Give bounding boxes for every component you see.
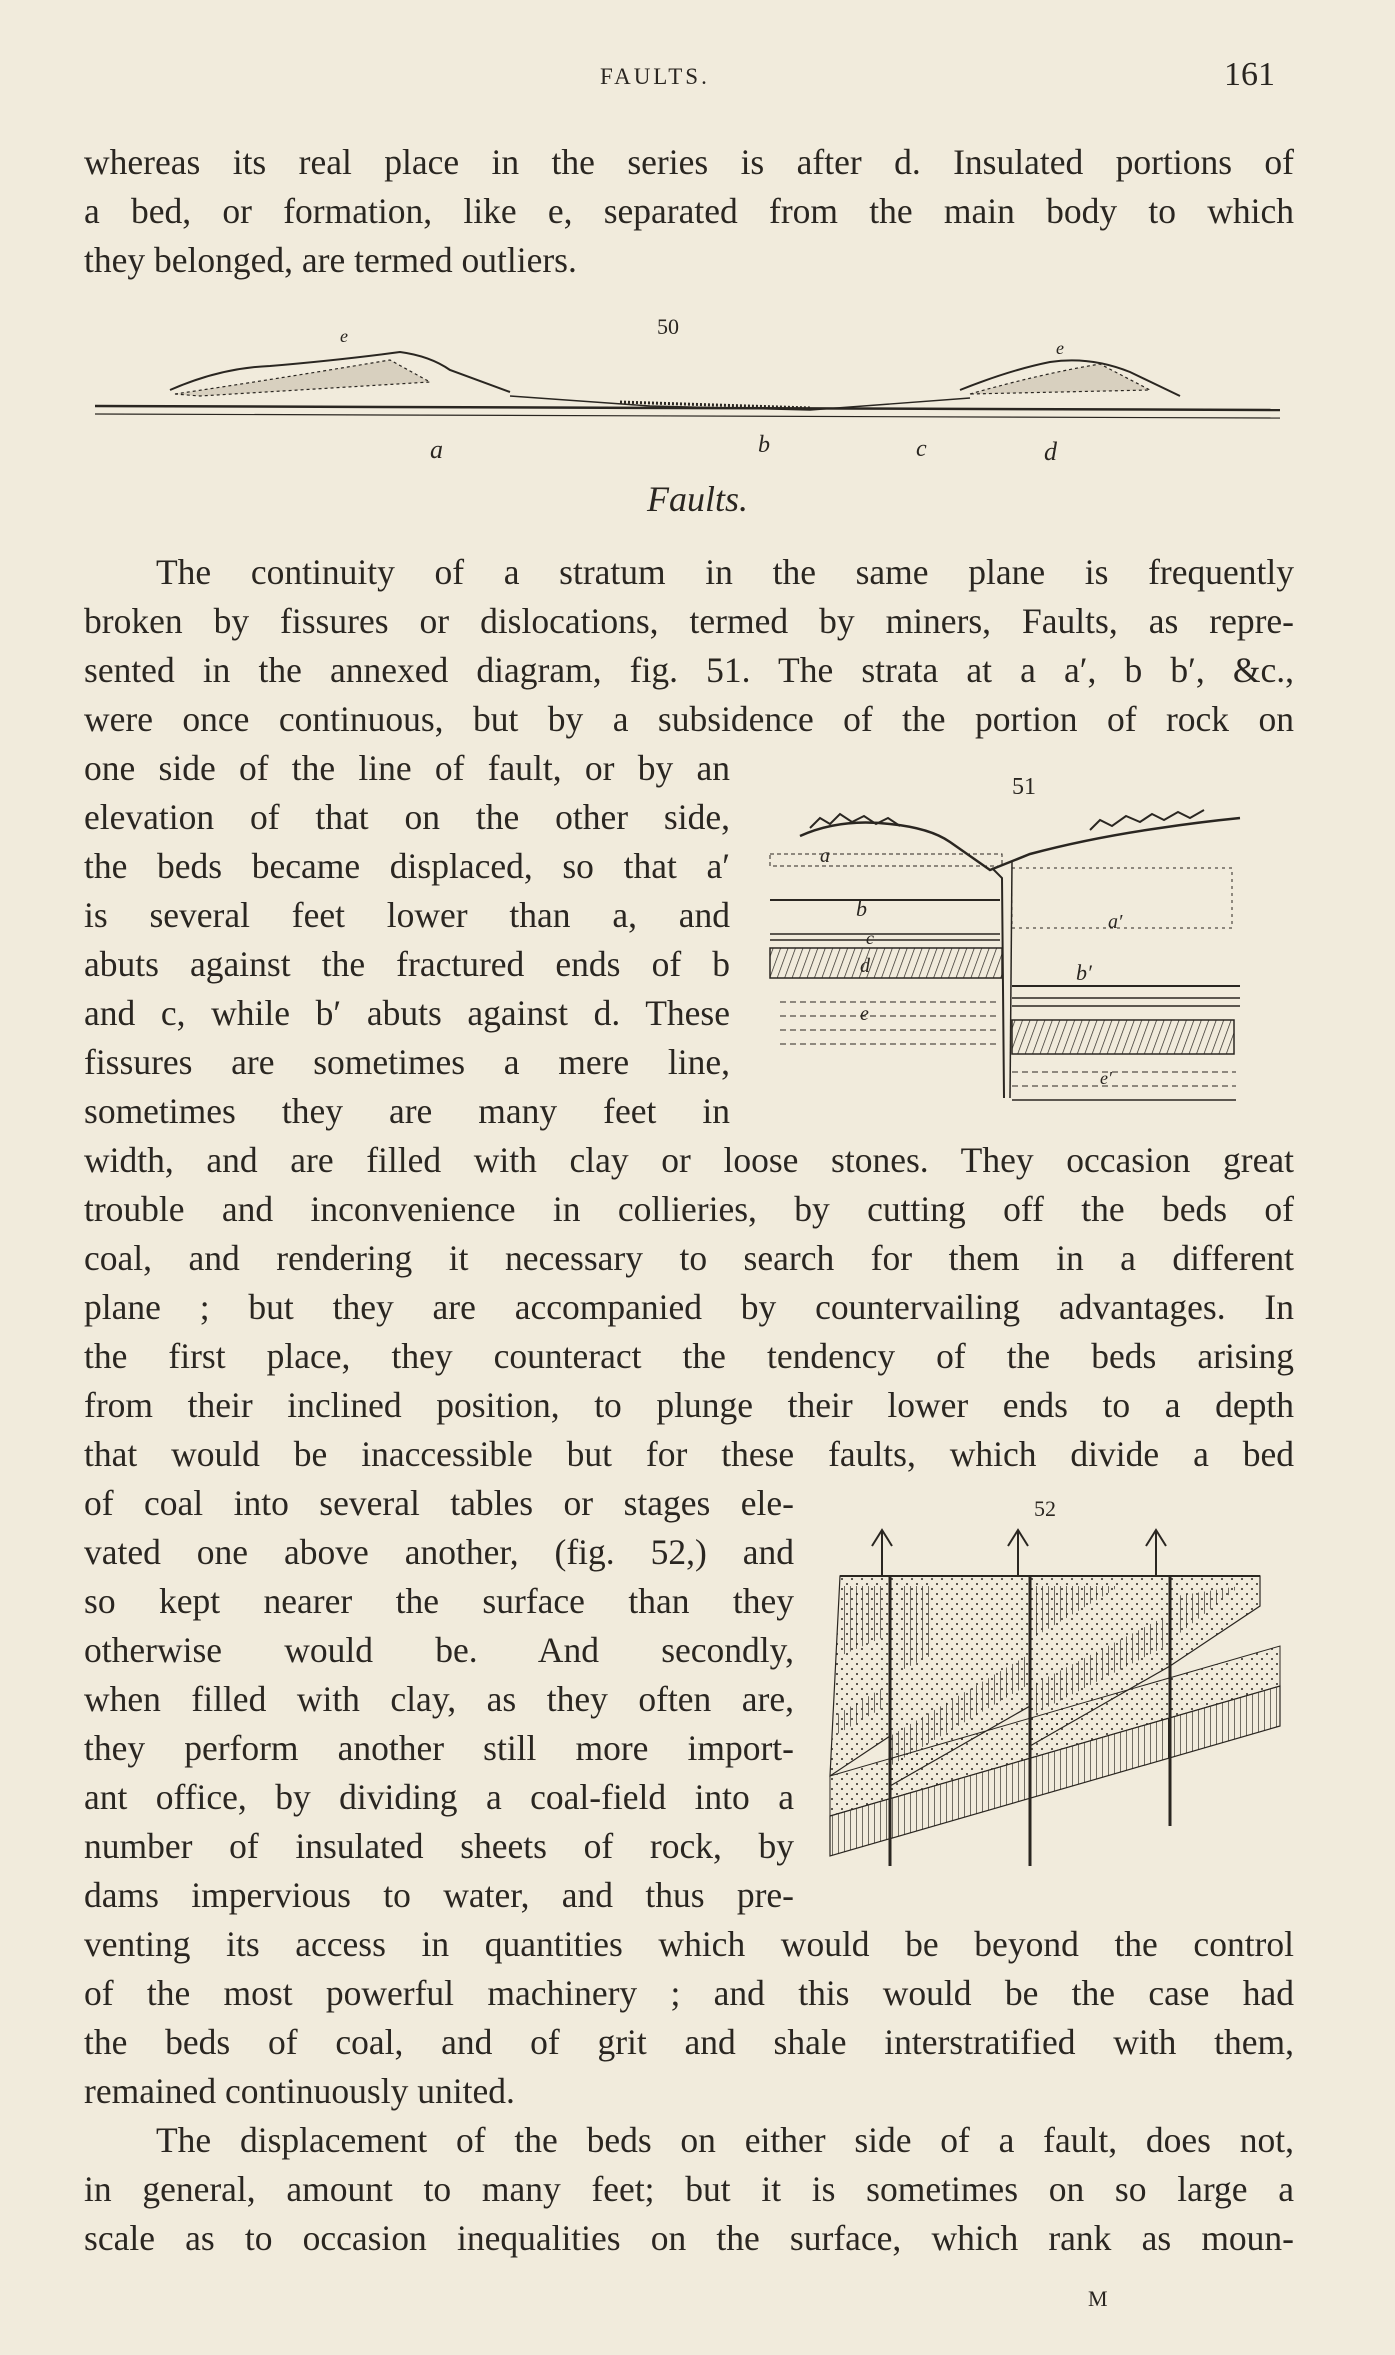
faults-line-4: were once continuous, but by a subsidence of the portion of rock on [84, 699, 1294, 739]
faults-cont-line-7: that would be inaccessible but for these faults, which divide a bed [84, 1434, 1294, 1474]
faults-narrow-line-8: sometimes they are many feet in [84, 1091, 730, 1131]
faults-narrow-line-6: and c, while b′ abuts against d. These [84, 993, 730, 1033]
figure-50-label-d: d [1044, 437, 1057, 466]
faults-cont-line-6: from their inclined position, to plunge their lower ends to a depth [84, 1385, 1294, 1425]
faults-cont-line-1: width, and are filled with clay or loose stones. They occasion great [84, 1140, 1294, 1180]
faults-narrow-line-5: abuts against the fractured ends of b [84, 944, 730, 984]
figure-51-label-b: b [856, 896, 867, 921]
faults-line-3: sented in the annexed diagram, fig. 51. The strata at a a′, b b′, &c., [84, 650, 1294, 690]
faults-cont-line-3: coal, and rendering it necessary to search for them in a different [84, 1238, 1294, 1278]
coal-cont-line-2: of the most powerful machinery ; and this would be the case had [84, 1973, 1294, 2013]
coal-narrow-line-3: so kept nearer the surface than they [84, 1581, 794, 1621]
faults-narrow-line-4: is several feet lower than a, and [84, 895, 730, 935]
faults-cont-line-4: plane ; but they are accompanied by countervailing advantages. In [84, 1287, 1294, 1327]
faults-line-2: broken by fissures or dislocations, termed by miners, Faults, as repre- [84, 601, 1294, 641]
figure-51-label-b-prime: b′ [1076, 960, 1092, 985]
figure-52 [820, 1486, 1290, 1906]
paragraph-top-line-3: they belonged, are termed outliers. [84, 240, 577, 280]
figure-50-label-a: a [430, 435, 443, 464]
faults-cont-line-2: trouble and inconvenience in collieries, by cutting off the beds of [84, 1189, 1294, 1229]
faults-narrow-line-1: one side of the line of fault, or by an [84, 748, 730, 788]
figure-50-label-c: c [916, 436, 927, 462]
last-line-1: The displacement of the beds on either side of a fault, does not, [156, 2120, 1294, 2160]
figure-50-label-e-left: e [340, 326, 348, 346]
coal-narrow-line-5: when filled with clay, as they often are, [84, 1679, 794, 1719]
figure-51-label-e: e [860, 1003, 869, 1025]
figure-51-number: 51 [1012, 774, 1036, 800]
faults-narrow-line-2: elevation of that on the other side, [84, 797, 730, 837]
figure-50-label-e-right: e [1056, 338, 1064, 358]
coal-cont-line-1: venting its access in quantities which would be beyond the control [84, 1924, 1294, 1964]
last-line-2: in general, amount to many feet; but it is sometimes on so large a [84, 2169, 1294, 2209]
coal-narrow-line-6: they perform another still more import- [84, 1728, 794, 1768]
figure-50-number: 50 [657, 314, 679, 339]
running-title: FAULTS. [600, 64, 710, 89]
figure-52-number: 52 [1034, 1496, 1056, 1521]
faults-narrow-line-3: the beds became displaced, so that a′ [84, 846, 730, 886]
coal-narrow-line-2: vated one above another, (fig. 52,) and [84, 1532, 794, 1572]
figure-51-label-a: a [820, 845, 830, 867]
figure-50-label-b: b [758, 432, 770, 458]
section-heading: Faults. [646, 479, 748, 519]
faults-line-1: The continuity of a stratum in the same plane is frequently [156, 552, 1294, 592]
figure-51-label-a-prime: a′ [1108, 911, 1123, 933]
coal-narrow-line-1: of coal into several tables or stages ele- [84, 1483, 794, 1523]
last-line-3: scale as to occasion inequalities on the surface, which rank as moun- [84, 2218, 1294, 2258]
paragraph-top-line-2: a bed, or formation, like e, separated from the main body to which [84, 191, 1294, 231]
page-number: 161 [1224, 56, 1275, 93]
figure-50 [90, 310, 1290, 470]
coal-narrow-line-4: otherwise would be. And secondly, [84, 1630, 794, 1670]
signature-mark: M [1088, 2286, 1108, 2311]
coal-narrow-line-8: number of insulated sheets of rock, by [84, 1826, 794, 1866]
paragraph-top-line-1: whereas its real place in the series is after d. Insulated portions of [84, 142, 1294, 182]
figure-51 [760, 758, 1260, 1118]
figure-51-label-e-prime: e′ [1100, 1068, 1112, 1088]
faults-narrow-line-7: fissures are sometimes a mere line, [84, 1042, 730, 1082]
faults-cont-line-5: the first place, they counteract the tendency of the beds arising [84, 1336, 1294, 1376]
figure-51-label-c: c [866, 928, 874, 948]
figure-51-label-d: d [860, 955, 870, 977]
coal-cont-line-3: the beds of coal, and of grit and shale interstratified with them, [84, 2022, 1294, 2062]
coal-narrow-line-7: ant office, by dividing a coal-field into a [84, 1777, 794, 1817]
coal-cont-line-4: remained continuously united. [84, 2071, 515, 2111]
coal-narrow-line-9: dams impervious to water, and thus pre- [84, 1875, 794, 1915]
